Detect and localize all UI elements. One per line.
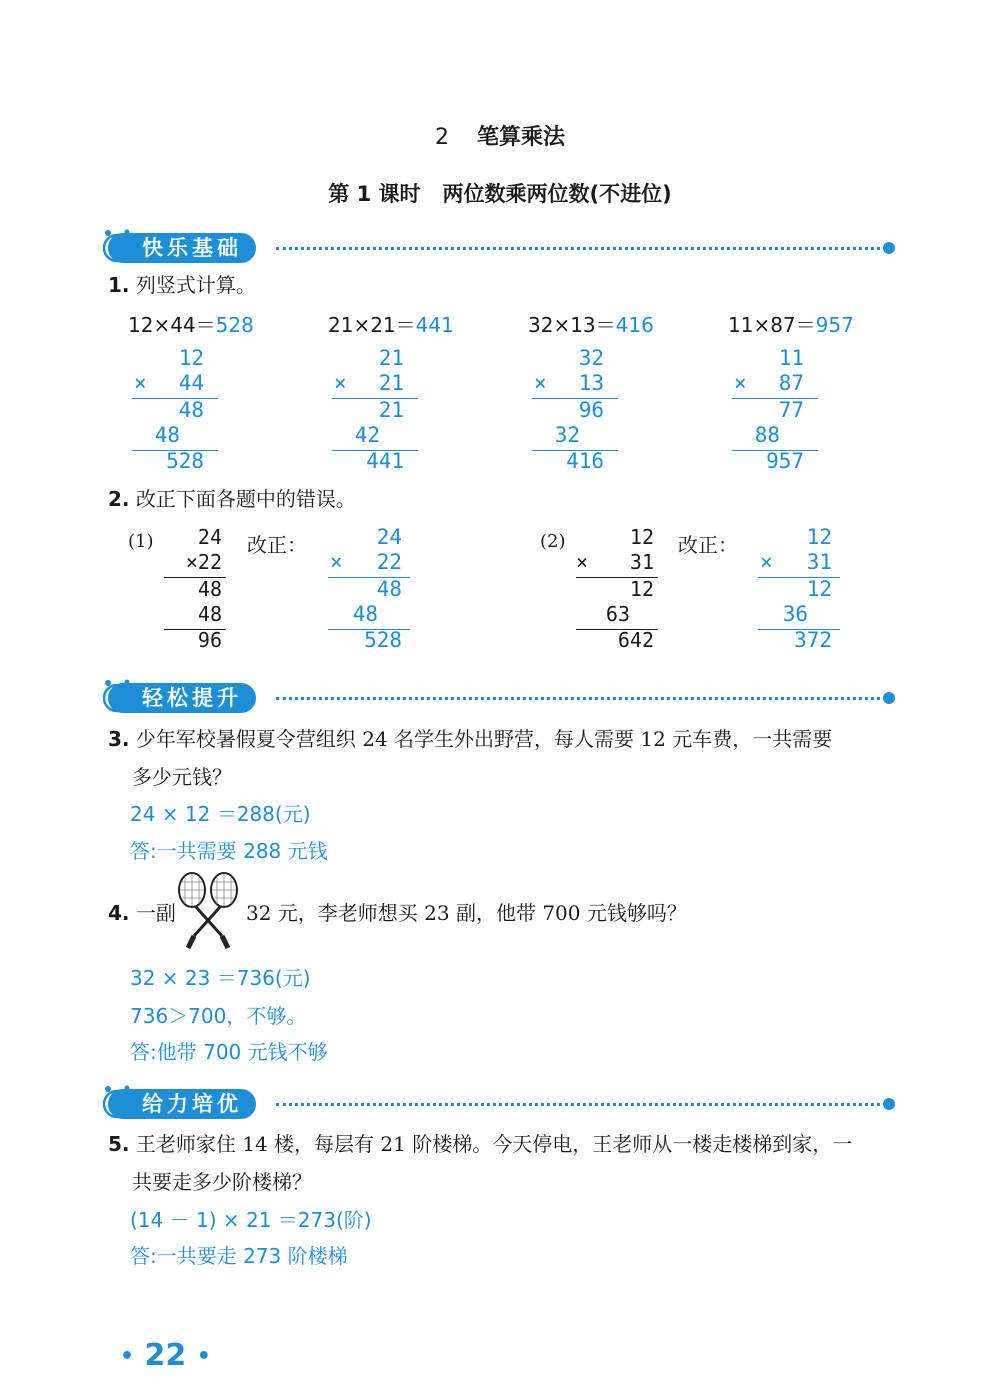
question-text: 王老师家住 14 楼，每层有 21 阶楼梯。今天停电，王老师从一楼走楼梯到家，一 xyxy=(135,1132,853,1156)
calc-row: 87 xyxy=(778,371,804,395)
question-number: 3. xyxy=(108,727,130,751)
dotted-divider xyxy=(276,697,887,700)
question-1 xyxy=(108,268,256,302)
equation-result: 528 xyxy=(215,313,254,337)
page-number: • 22 • xyxy=(120,1338,211,1373)
calc-row: 642 xyxy=(617,628,654,652)
chapter-title xyxy=(0,120,1000,151)
question-number: 2. xyxy=(108,487,130,511)
divider-end-dot xyxy=(883,1098,895,1110)
question-4-text-b: 32 元，李老师想买 23 副，他带 700 元钱够吗？ xyxy=(246,901,687,925)
equation-result: 416 xyxy=(615,313,654,337)
question-text-cont: 多少元钱？ xyxy=(132,765,232,789)
vertical-calc-4 xyxy=(728,346,818,476)
sub-label-1: (1) xyxy=(128,531,154,552)
question-4 xyxy=(108,896,176,930)
answer-calc: 24 × 12 ＝288(元) xyxy=(130,802,311,826)
calc-row: 24 xyxy=(376,525,402,549)
question-text: 少年军校暑假夏令营组织 24 名学生外出野营，每人需要 12 元车费，一共需要 xyxy=(135,727,833,751)
corrected-calc-2 xyxy=(756,525,840,655)
calc-row: 88 xyxy=(754,423,780,447)
calc-row: 12 xyxy=(806,577,832,601)
answer-calc: 32 × 23 ＝736(元) xyxy=(130,966,311,990)
calc-row: 13 xyxy=(578,371,604,395)
wrong-calc-1 xyxy=(160,525,226,655)
calc-row: 31 xyxy=(806,550,832,574)
correction-label-1: 改正： xyxy=(247,533,307,557)
equation-3 xyxy=(528,309,654,338)
equation-expr: 12×44＝ xyxy=(128,313,216,337)
calc-row: 12 xyxy=(629,525,654,549)
calc-row: 21 xyxy=(378,346,404,370)
chapter-name: 笔算乘法 xyxy=(476,125,565,150)
question-text-cont: 共要走多少阶楼梯？ xyxy=(132,1170,312,1194)
calc-row: 21 xyxy=(378,398,404,422)
calc-row: 22 xyxy=(376,550,402,574)
question-2 xyxy=(108,482,356,516)
times-sign: × xyxy=(334,371,347,395)
dotted-divider xyxy=(276,247,887,250)
calc-row: 11 xyxy=(778,346,804,370)
vertical-calc-2 xyxy=(328,346,418,476)
answer-sentence: 答:他带 700 元钱不够 xyxy=(130,1040,328,1064)
answer-sentence: 答:一共需要 288 元钱 xyxy=(130,839,328,863)
calc-row: 44 xyxy=(178,371,204,395)
times-sign: × xyxy=(576,550,589,574)
calc-row: 32 xyxy=(578,346,604,370)
calc-row: 48 xyxy=(197,602,222,626)
question-number: 1. xyxy=(108,273,130,297)
question-3 xyxy=(108,722,898,794)
times-sign: × xyxy=(330,550,343,574)
section-banner-excel xyxy=(100,1082,895,1126)
calc-row: 63 xyxy=(605,602,630,626)
equation-expr: 11×87＝ xyxy=(728,313,816,337)
equation-result: 441 xyxy=(415,313,454,337)
corrected-calc-1 xyxy=(326,525,410,655)
equation-4 xyxy=(728,309,854,338)
calc-row: 96 xyxy=(197,628,222,652)
calc-row: 42 xyxy=(354,423,380,447)
section-label: 快乐基础 xyxy=(108,233,256,263)
calc-row: 528 xyxy=(166,449,204,473)
times-sign: × xyxy=(134,371,147,395)
calc-row: 528 xyxy=(364,628,402,652)
question-number: 4. xyxy=(108,901,130,925)
calc-row: 48 xyxy=(178,398,204,422)
chapter-number: 2 xyxy=(434,125,449,150)
lesson-title xyxy=(0,178,1000,208)
divider-end-dot xyxy=(883,242,895,254)
vertical-calc-3 xyxy=(528,346,618,476)
calc-row: 31 xyxy=(629,550,654,574)
calc-row: 21 xyxy=(378,371,404,395)
lesson-name: 两位数乘两位数(不进位) xyxy=(442,182,672,206)
calc-row: 32 xyxy=(554,423,580,447)
badminton-rackets-icon xyxy=(172,870,244,952)
answer-compare: 736＞700，不够。 xyxy=(130,1004,307,1028)
calc-row: 12 xyxy=(629,577,654,601)
equation-expr: 32×13＝ xyxy=(528,313,616,337)
calc-row: 77 xyxy=(778,398,804,422)
calc-row: 372 xyxy=(794,628,832,652)
equation-2 xyxy=(328,309,454,338)
lesson-label: 第 1 课时 xyxy=(328,182,421,206)
calc-row: 12 xyxy=(806,525,832,549)
calc-row: 48 xyxy=(154,423,180,447)
page-number-value: 22 xyxy=(144,1338,187,1373)
divider-end-dot xyxy=(883,692,895,704)
question-5 xyxy=(108,1127,898,1199)
calc-row: ×22 xyxy=(185,550,222,574)
answer-calc: (14 － 1) × 21 ＝273(阶) xyxy=(130,1208,372,1232)
calc-row: 24 xyxy=(197,525,222,549)
times-sign: × xyxy=(734,371,747,395)
calc-row: 957 xyxy=(766,449,804,473)
section-banner-basic xyxy=(100,226,895,270)
question-text: 列竖式计算。 xyxy=(135,273,256,297)
calc-row: 441 xyxy=(366,449,404,473)
calc-row: 12 xyxy=(178,346,204,370)
calc-row: 48 xyxy=(352,602,378,626)
equation-expr: 21×21＝ xyxy=(328,313,416,337)
calc-row: 416 xyxy=(566,449,604,473)
equation-result: 957 xyxy=(815,313,854,337)
sub-label-2: (2) xyxy=(540,531,566,552)
dotted-divider xyxy=(276,1103,887,1106)
section-banner-advance xyxy=(100,676,895,720)
times-sign: × xyxy=(534,371,547,395)
vertical-calc-1 xyxy=(128,346,218,476)
question-number: 5. xyxy=(108,1132,130,1156)
answer-sentence: 答:一共要走 273 阶楼梯 xyxy=(130,1244,348,1268)
calc-row: 48 xyxy=(197,577,222,601)
calc-row: 96 xyxy=(578,398,604,422)
calc-row: 36 xyxy=(782,602,808,626)
section-label: 轻松提升 xyxy=(108,683,256,713)
calc-row: 48 xyxy=(376,577,402,601)
question-text: 改正下面各题中的错误。 xyxy=(135,487,356,511)
wrong-calc-2 xyxy=(574,525,658,655)
correction-label-2: 改正： xyxy=(678,533,738,557)
section-label: 给力培优 xyxy=(108,1089,256,1119)
equation-1 xyxy=(128,309,254,338)
times-sign: × xyxy=(760,550,773,574)
question-text: 一副 xyxy=(135,901,176,925)
